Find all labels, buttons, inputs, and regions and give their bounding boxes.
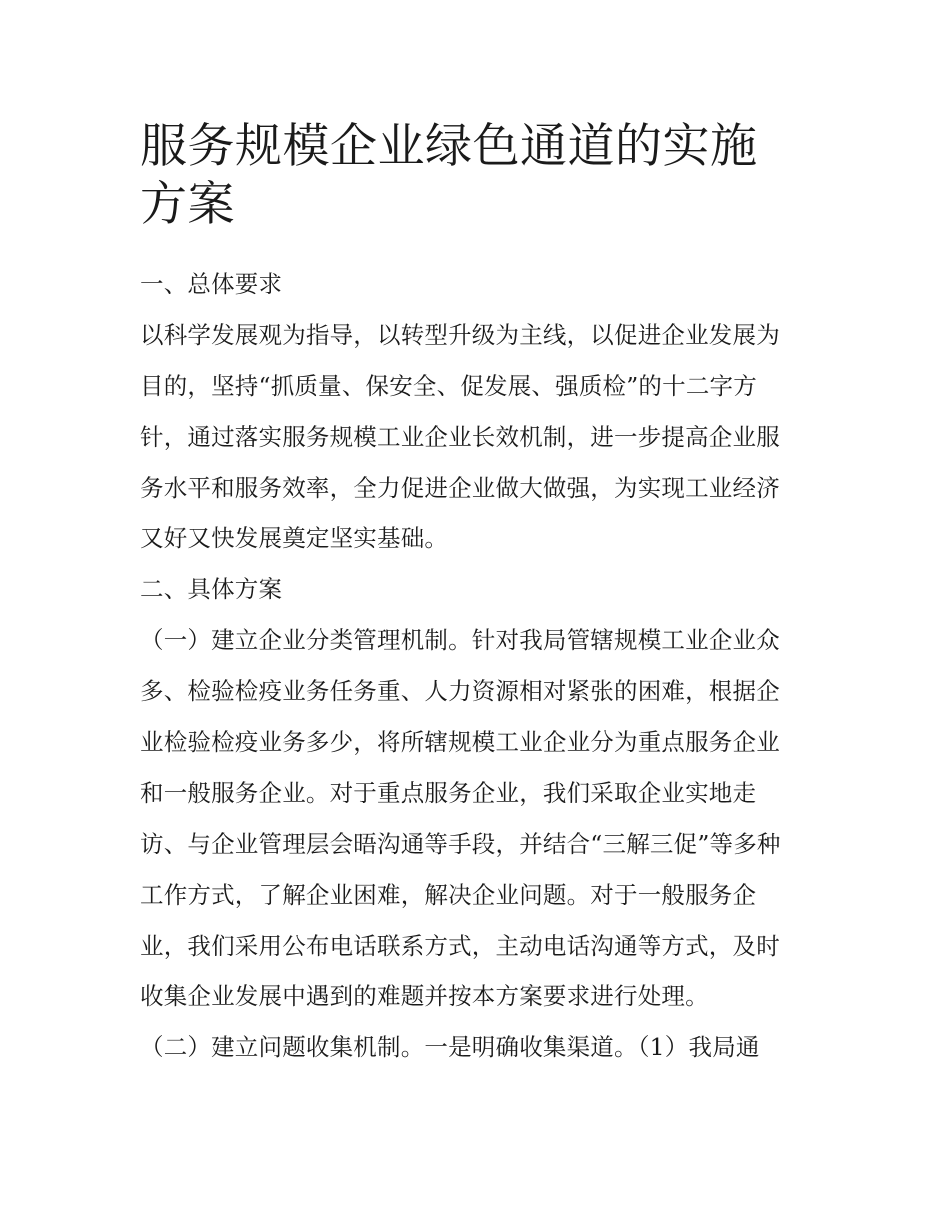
paragraph-line: 以科学发展观为指导，以转型升级为主线，以促进企业发展为: [140, 320, 780, 349]
paragraph-line: 针，通过落实服务规模工业企业长效机制，进一步提高企业服: [140, 422, 780, 451]
paragraph-line: 访、与企业管理层会晤沟通等手段，并结合“三解三促”等多种: [140, 829, 781, 858]
section-heading-overall-requirements: 一、总体要求: [140, 270, 283, 298]
paragraph-line: 业，我们采用公布电话联系方式，主动电话沟通等方式，及时: [140, 931, 780, 960]
document-page: [140, 118, 820, 1073]
paragraph-line: （二）建立问题收集机制。一是明确收集渠道。（1）我局通: [140, 1033, 760, 1062]
document-title: [140, 118, 820, 234]
paragraph-line: 收集企业发展中遇到的难题并按本方案要求进行处理。: [140, 982, 709, 1011]
paragraph-line: 多、检验检疫业务任务重、人力资源相对紧张的困难，根据企: [140, 677, 780, 706]
paragraph-line: 和一般服务企业。对于重点服务企业，我们采取企业实地走: [140, 778, 757, 807]
section-heading-specific-plan: 二、具体方案: [140, 575, 283, 604]
title-line-1: 服务规模企业绿色通道的实施: [140, 119, 758, 174]
paragraph-line: 业检验检疫业务多少，将所辖规模工业企业分为重点服务企业: [140, 728, 780, 757]
paragraph-line: 目的，坚持“抓质量、保安全、促发展、强质检”的十二字方: [140, 371, 757, 400]
paragraph-line: 工作方式，了解企业困难，解决企业问题。对于一般服务企: [140, 880, 757, 909]
paragraph-line: 又好又快发展奠定坚实基础。: [140, 524, 449, 553]
paragraph-line: （一）建立企业分类管理机制。针对我局管辖规模工业企业众: [140, 626, 780, 655]
paragraph-line: 务水平和服务效率，全力促进企业做大做强，为实现工业经济: [140, 473, 780, 502]
document-body: [140, 259, 820, 1073]
title-line-2: 方案: [140, 177, 235, 232]
